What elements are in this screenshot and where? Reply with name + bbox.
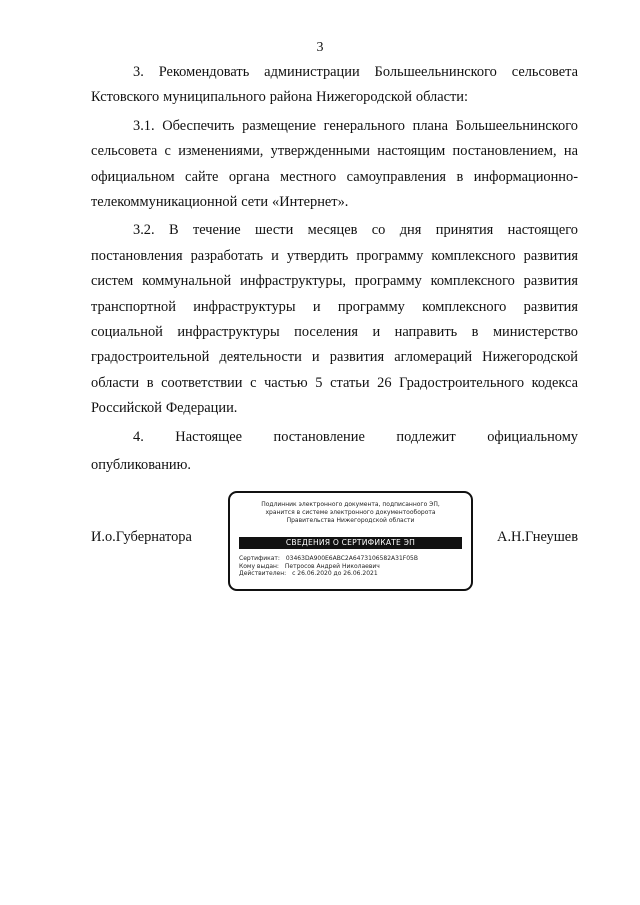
stamp-title: СВЕДЕНИЯ О СЕРТИФИКАТЕ ЭП (239, 537, 462, 549)
stamp-header-line: хранится в системе электронного документооборота (265, 509, 436, 516)
document-body (91, 60, 578, 479)
stamp-header-line: Правительства Нижегородской области (286, 517, 415, 524)
stamp-header (238, 501, 463, 525)
stamp-certificate-line (239, 555, 462, 563)
paragraph-item-3-2: 3.2. В течение шести месяцев со дня принятия настоящего постановления разработать и утвердить программу комплексного развития систем коммунальной инфраструктуры, программу комплексного развития транспортной инфраструктуры и программу комплексного развития социальной инфраструктуры поселения и направить в министерство градостроительной деятельности и развития агломераций Нижегородской области в соответствии с частью 5 статьи 26 Градостроительного кодекса Российской Федерации. (91, 222, 578, 417)
paragraph-item-3-1: 3.1. Обеспечить размещение генерального плана Большеельнинского сельсовета с изменениями, утвержденными настоящим постановлением, на официальном сайте органа местного самоуправления в информационно-телекоммуникационной сети «Интернет». (91, 117, 578, 211)
signature-block (91, 488, 578, 598)
stamp-issued-to-value: Петросов Андрей Николаевич (284, 562, 380, 570)
stamp-validity-line (239, 570, 462, 578)
stamp-header-line: Подлинник электронного документа, подписанного ЭП, (261, 501, 440, 508)
paragraph-item-4: 4. Настоящее постановление подлежит официальному (133, 428, 578, 445)
stamp-certificate-label: Сертификат: (239, 555, 280, 562)
electronic-signature-stamp (228, 491, 473, 591)
stamp-details (239, 555, 462, 578)
stamp-certificate-value: 03463DA900E6ABC2A6473106582A31F05B (285, 555, 418, 562)
paragraph-item-3: 3. Рекомендовать администрации Большеельнинского сельсовета Кстовского муниципального района Нижегородской области: (91, 64, 578, 106)
page-number: 3 (316, 40, 324, 55)
stamp-validity-value: с 26.06.2020 до 26.06.2021 (292, 570, 378, 578)
stamp-issued-to-line (239, 563, 462, 571)
stamp-issued-to-label: Кому выдан: (239, 562, 279, 570)
stamp-validity-label: Действителен: (239, 570, 287, 578)
signer-position: И.о.Губернатора (91, 529, 192, 545)
signer-name: А.Н.Гнеушев (497, 529, 578, 545)
paragraph-item-4-continuation: опубликованию. (91, 457, 191, 474)
